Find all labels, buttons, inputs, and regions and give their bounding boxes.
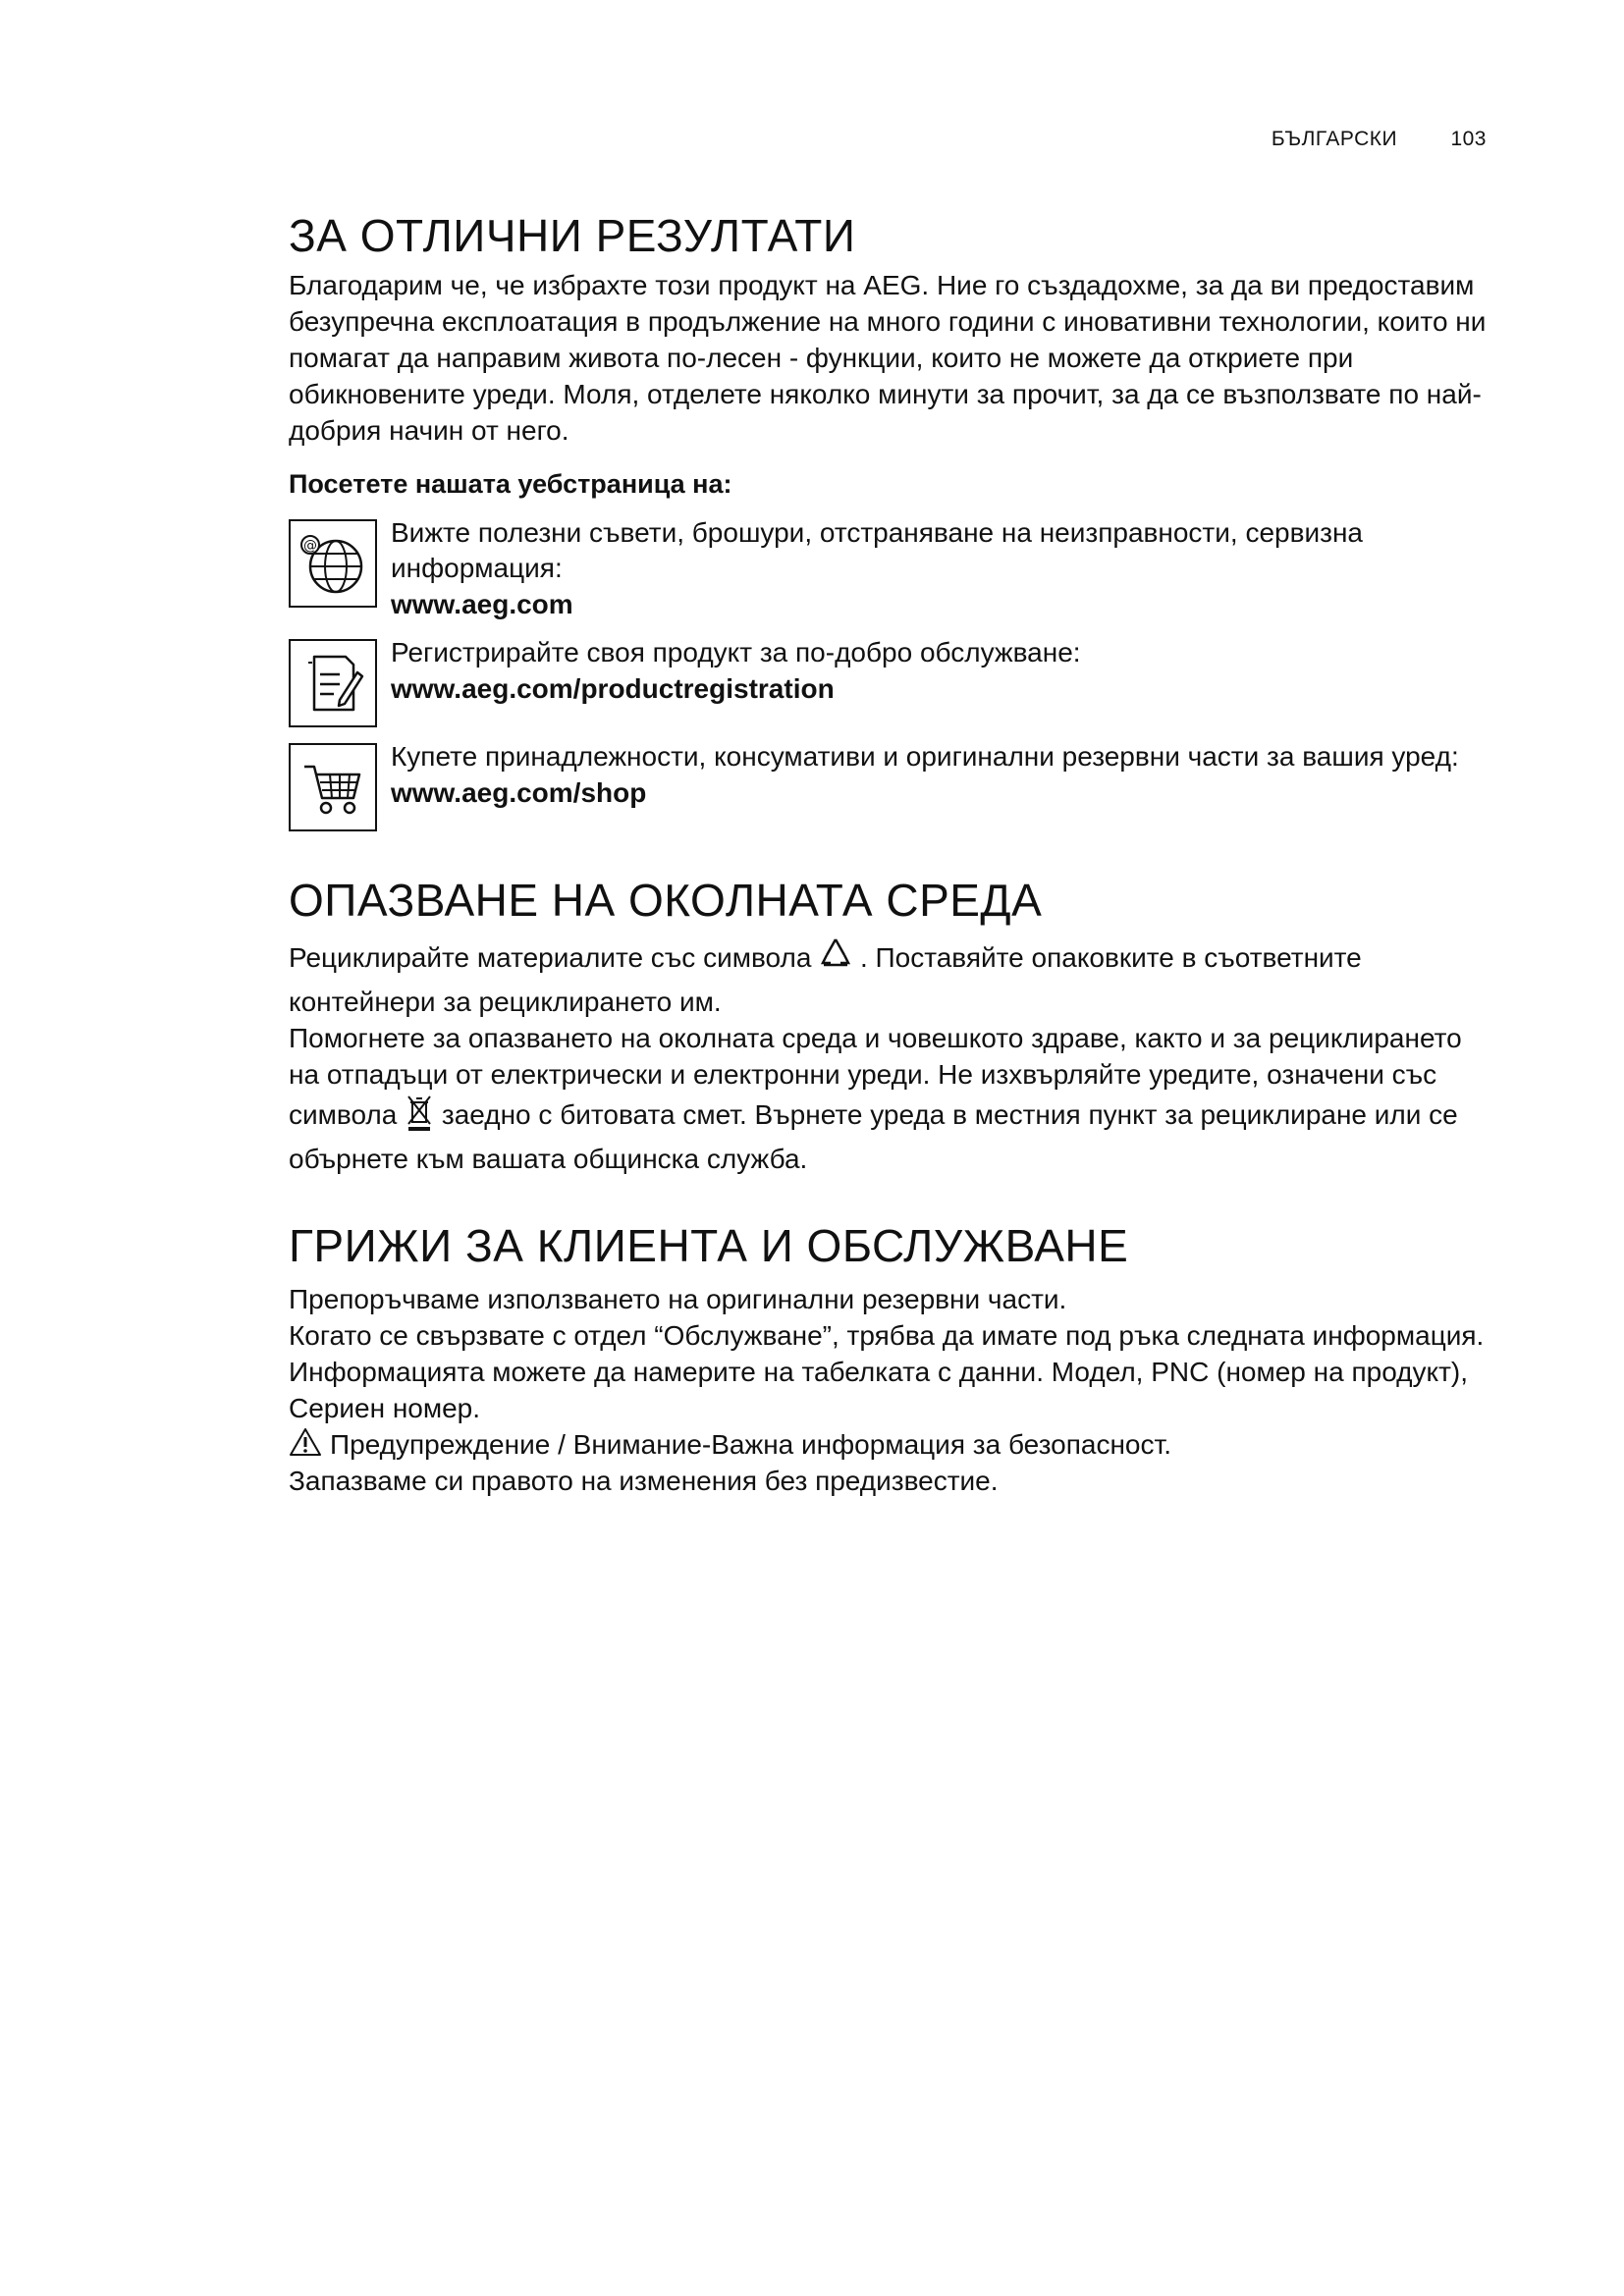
recycling-text-after: . Поставяйте опаковките в съответните контейнери за рециклирането им.: [289, 942, 1362, 1017]
page-content: [289, 208, 1496, 1499]
warning-icon: [289, 1427, 322, 1462]
registration-icon: [289, 639, 377, 727]
link-url-registration[interactable]: www.aeg.com/productregistration: [391, 673, 835, 704]
svg-text:@: @: [303, 538, 317, 554]
intro-paragraph: Благодарим че, че избрахте този продукт на AEG. Ние го създадохме, за да ви предоставим безупречна експлоатация в продължение на много години с иновативни технологии, които ни помагат да направим живота по-лесен - функции, които не можете да откриете при обикновените уреди. Моля, отделете няколко минути за прочит, за да се възползвате по най-добрия начин от него.: [289, 270, 1487, 446]
section-customer-care: [289, 1218, 1496, 1499]
page-header: [1272, 128, 1487, 151]
recycling-text-before: Рециклирайте материалите със символа: [289, 942, 812, 973]
service-contact-text: Когато се свързвате с отдел “Обслужване”, трябва да имате под ръка следната информация.: [289, 1320, 1485, 1351]
link-description: Регистрирайте своя продукт за по-добро обслужване:: [391, 637, 1081, 667]
link-row-registration: [289, 635, 1496, 727]
weee-text-before: Помогнете за опазването на околната среда и човешкото здраве, както и за рециклирането на отпадъци от електрически и електронни уреди. Не изхвърляйте уредите, означени със символа: [289, 1023, 1462, 1130]
reserve-rights-text: Запазваме си правото на изменения без предизвестие.: [289, 1466, 999, 1496]
rating-plate-text: Информацията можете да намерите на табелката с данни. Модел, PNC (номер на продукт), Сериен номер.: [289, 1357, 1468, 1423]
link-row-support: [289, 515, 1496, 623]
spare-parts-text: Препоръчваме използването на оригинални резервни части.: [289, 1284, 1067, 1314]
link-description: Вижте полезни съвети, брошури, отстраняване на неизправности, сервизна информация:: [391, 517, 1363, 583]
warning-text: Предупреждение / Внимание-Важна информация за безопасност.: [330, 1429, 1171, 1460]
section-title-environment: ОПАЗВАНЕ НА ОКОЛНАТА СРЕДА: [289, 875, 1043, 926]
weee-text-after: заедно с битовата смет. Върнете уреда в местния пункт за рециклиране или се обърнете към вашата общинска служба.: [289, 1099, 1458, 1174]
section-title-results: ЗА ОТЛИЧНИ РЕЗУЛТАТИ: [289, 210, 856, 261]
shopping-cart-icon: [289, 743, 377, 831]
page-number: 103: [1450, 128, 1487, 150]
recycle-icon: [819, 935, 852, 984]
recycling-paragraph: [289, 935, 1496, 1020]
globe-icon: [289, 519, 377, 608]
weee-paragraph: [289, 1020, 1496, 1177]
section-environment: [289, 873, 1496, 1177]
crossed-bin-icon: [405, 1093, 434, 1141]
warning-line: [289, 1426, 1496, 1463]
visit-website-title: Посетете нашата уебстраница на:: [289, 469, 732, 499]
language-label: БЪЛГАРСКИ: [1271, 128, 1398, 150]
link-url-aeg[interactable]: www.aeg.com: [391, 589, 573, 619]
link-url-shop[interactable]: www.aeg.com/shop: [391, 777, 647, 808]
link-row-shop: [289, 739, 1496, 831]
section-title-customer-care: ГРИЖИ ЗА КЛИЕНТА И ОБСЛУЖВАНЕ: [289, 1220, 1129, 1271]
link-description: Купете принадлежности, консумативи и оригинални резервни части за вашия уред:: [391, 741, 1459, 772]
